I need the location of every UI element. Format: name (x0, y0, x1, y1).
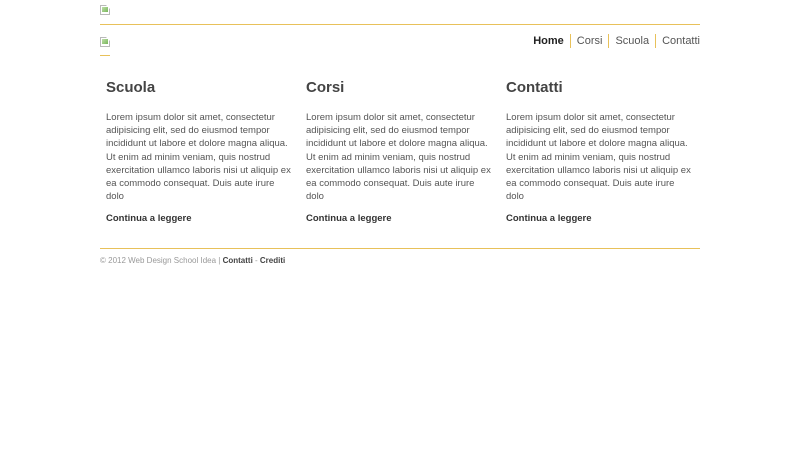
nav-item-contatti[interactable]: Contatti (655, 34, 700, 48)
logo-image-broken-icon[interactable] (100, 37, 110, 47)
column-corsi (306, 78, 494, 224)
column-title: Scuola (106, 79, 156, 96)
column-body: Lorem ipsum dolor sit amet, consectetur adipisicing elit, sed do eiusmod tempor incididunt ut labore et dolore magna aliqua. Ut enim ad minim veniam, quis nostrud exercitation ullamco laboris nisi ut aliquip ex ea commodo consequat. Duis aute irure dolo (306, 112, 491, 203)
read-more-link[interactable]: Continua a leggere (106, 213, 192, 225)
footer-copyright: © 2012 Web Design School Idea | (100, 256, 221, 265)
read-more-link[interactable]: Continua a leggere (506, 213, 592, 225)
column-scuola (106, 78, 294, 224)
footer-link-crediti[interactable]: Crediti (259, 256, 286, 265)
nav-item-corsi[interactable]: Corsi (570, 34, 609, 48)
footer (100, 256, 285, 265)
banner-image-broken-icon (100, 5, 110, 15)
footer-separator: - (252, 256, 260, 265)
read-more-link[interactable]: Continua a leggere (306, 213, 392, 225)
nav-item-home[interactable]: Home (533, 35, 564, 47)
logo-underline (100, 55, 110, 56)
footer-link-contatti[interactable]: Contatti (222, 256, 253, 265)
column-body: Lorem ipsum dolor sit amet, consectetur adipisicing elit, sed do eiusmod tempor incididunt ut labore et dolore magna aliqua. Ut enim ad minim veniam, quis nostrud exercitation ullamco laboris nisi ut aliquip ex ea commodo consequat. Duis aute irure dolo (506, 112, 691, 203)
column-contatti (506, 78, 694, 224)
nav-item-scuola[interactable]: Scuola (608, 34, 655, 48)
footer-divider (100, 248, 700, 249)
column-title: Corsi (306, 79, 345, 96)
column-body: Lorem ipsum dolor sit amet, consectetur adipisicing elit, sed do eiusmod tempor incididunt ut labore et dolore magna aliqua. Ut enim ad minim veniam, quis nostrud exercitation ullamco laboris nisi ut aliquip ex ea commodo consequat. Duis aute irure dolo (106, 112, 291, 203)
main-nav (527, 34, 700, 48)
column-title: Contatti (506, 79, 563, 96)
header-top-divider (100, 24, 700, 25)
